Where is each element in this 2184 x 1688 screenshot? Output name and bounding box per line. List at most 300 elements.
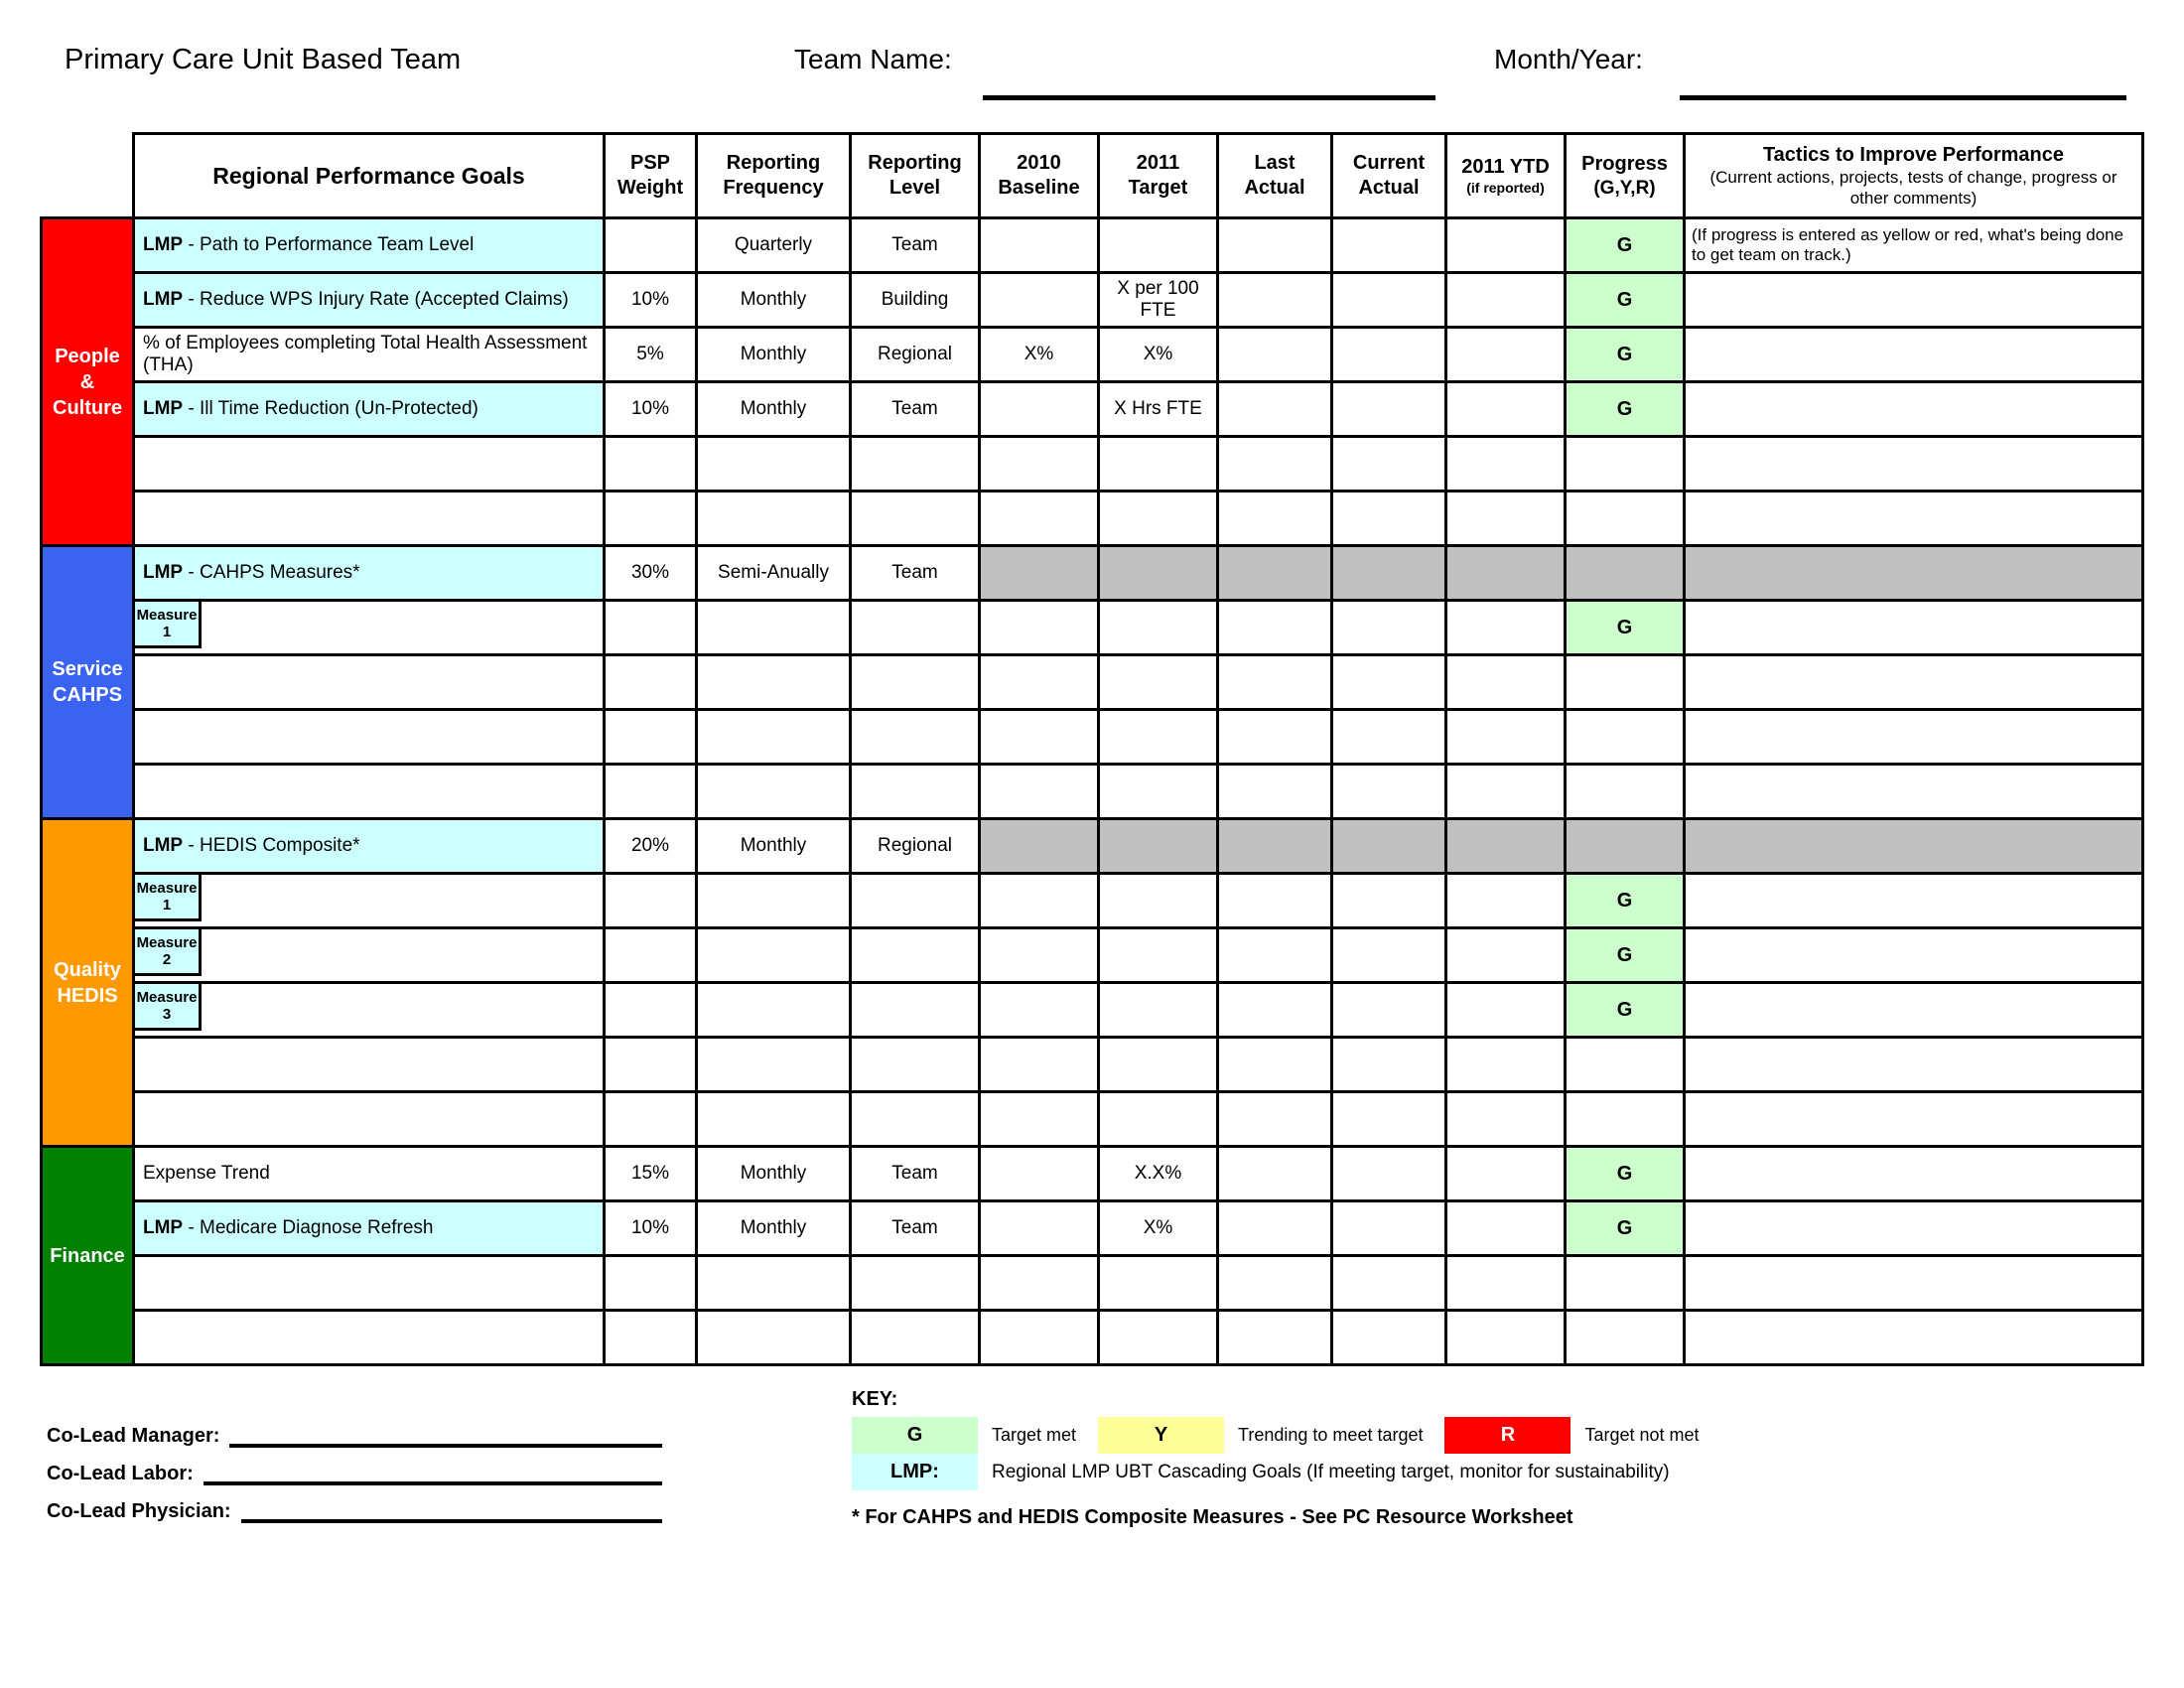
last-actual-cell	[1218, 874, 1332, 928]
ytd-2011-cell	[1446, 1311, 1566, 1365]
key-status-row	[852, 1417, 1721, 1454]
performance-goals-table	[40, 132, 2144, 1366]
reporting-frequency-cell	[697, 983, 851, 1038]
psp-weight-cell	[605, 492, 697, 546]
last-actual-cell	[1218, 1311, 1332, 1365]
goal-cell: LMP - Path to Performance Team Level	[134, 218, 605, 273]
reporting-level-cell: Regional	[851, 328, 980, 382]
target-2011-cell	[1099, 710, 1218, 765]
ytd-2011-cell	[1446, 273, 1566, 328]
progress-cell: G	[1566, 328, 1685, 382]
target-2011-cell	[1099, 1092, 1218, 1147]
co-lead-manager-blank-line	[229, 1422, 662, 1448]
psp-weight-cell: 10%	[605, 1201, 697, 1256]
measure-label: Measure 1	[135, 875, 202, 921]
last-actual-cell	[1218, 765, 1332, 819]
psp-weight-cell	[605, 437, 697, 492]
ytd-2011-cell	[1446, 601, 1566, 655]
baseline-2010-cell	[980, 437, 1099, 492]
last-actual-cell	[1218, 328, 1332, 382]
section-band-people-culture: People & Culture	[42, 218, 134, 546]
target-2011-cell: X.X%	[1099, 1147, 1218, 1201]
month-year-label: Month/Year:	[1494, 44, 1643, 74]
reporting-frequency-cell: Monthly	[697, 819, 851, 874]
tactics-cell	[1685, 1147, 2143, 1201]
tactics-cell	[1685, 328, 2143, 382]
target-2011-cell	[1099, 765, 1218, 819]
progress-cell: G	[1566, 382, 1685, 437]
tactics-cell	[1685, 1256, 2143, 1311]
co-lead-physician-blank-line	[241, 1497, 662, 1523]
table-row	[42, 1038, 2143, 1092]
goal-cell	[134, 655, 605, 710]
target-2011-cell	[1099, 546, 1218, 601]
co-leads-block	[47, 1422, 662, 1535]
tactics-cell: (If progress is entered as yellow or red, what's being done to get team on track.)	[1685, 218, 2143, 273]
psp-weight-cell	[605, 710, 697, 765]
psp-weight-cell	[605, 874, 697, 928]
psp-weight-cell: 20%	[605, 819, 697, 874]
col-header-last-actual: Last Actual	[1218, 134, 1332, 218]
baseline-2010-cell	[980, 382, 1099, 437]
current-actual-cell	[1332, 546, 1446, 601]
current-actual-cell	[1332, 1311, 1446, 1365]
ytd-2011-cell	[1446, 1201, 1566, 1256]
progress-cell	[1566, 655, 1685, 710]
target-2011-cell: X Hrs FTE	[1099, 382, 1218, 437]
baseline-2010-cell	[980, 1256, 1099, 1311]
reporting-frequency-cell: Semi-Anually	[697, 546, 851, 601]
goal-cell	[134, 928, 605, 983]
reporting-frequency-cell	[697, 1038, 851, 1092]
target-2011-cell	[1099, 218, 1218, 273]
current-actual-cell	[1332, 492, 1446, 546]
target-2011-cell	[1099, 437, 1218, 492]
psp-weight-cell	[605, 928, 697, 983]
table-row	[42, 710, 2143, 765]
psp-weight-cell	[605, 765, 697, 819]
reporting-level-cell	[851, 710, 980, 765]
table-row	[42, 382, 2143, 437]
reporting-level-cell: Building	[851, 273, 980, 328]
reporting-level-cell	[851, 437, 980, 492]
table-row	[42, 437, 2143, 492]
reporting-frequency-cell: Monthly	[697, 328, 851, 382]
baseline-2010-cell	[980, 1311, 1099, 1365]
reporting-frequency-cell: Monthly	[697, 1201, 851, 1256]
baseline-2010-cell	[980, 710, 1099, 765]
reporting-frequency-cell	[697, 601, 851, 655]
table-row	[42, 983, 2143, 1038]
key-red-desc: Target not met	[1584, 1425, 1700, 1445]
current-actual-cell	[1332, 1147, 1446, 1201]
reporting-level-cell: Team	[851, 1147, 980, 1201]
tactics-cell	[1685, 874, 2143, 928]
baseline-2010-cell	[980, 1092, 1099, 1147]
current-actual-cell	[1332, 1201, 1446, 1256]
reporting-frequency-cell	[697, 874, 851, 928]
progress-cell	[1566, 765, 1685, 819]
table-row	[42, 1092, 2143, 1147]
ytd-2011-cell	[1446, 655, 1566, 710]
last-actual-cell	[1218, 1038, 1332, 1092]
reporting-level-cell	[851, 655, 980, 710]
target-2011-cell	[1099, 1256, 1218, 1311]
reporting-level-cell	[851, 1092, 980, 1147]
reporting-level-cell: Team	[851, 382, 980, 437]
table-row	[42, 1311, 2143, 1365]
progress-cell	[1566, 1092, 1685, 1147]
current-actual-cell	[1332, 382, 1446, 437]
reporting-frequency-cell: Monthly	[697, 273, 851, 328]
reporting-frequency-cell	[697, 710, 851, 765]
measure-label: Measure 3	[135, 984, 202, 1031]
tactics-cell	[1685, 546, 2143, 601]
last-actual-cell	[1218, 928, 1332, 983]
co-lead-labor-label: Co-Lead Labor:	[47, 1463, 194, 1484]
goal-cell: Expense Trend	[134, 1147, 605, 1201]
progress-cell: G	[1566, 983, 1685, 1038]
progress-cell: G	[1566, 874, 1685, 928]
progress-cell: G	[1566, 601, 1685, 655]
psp-weight-cell: 30%	[605, 546, 697, 601]
co-lead-manager-row	[47, 1422, 662, 1448]
col-header-reporting-level: Reporting Level	[851, 134, 980, 218]
tactics-cell	[1685, 983, 2143, 1038]
goal-cell	[134, 765, 605, 819]
table-row	[42, 1201, 2143, 1256]
table-row	[42, 765, 2143, 819]
reporting-level-cell: Regional	[851, 819, 980, 874]
reporting-level-cell	[851, 928, 980, 983]
table-row	[42, 819, 2143, 874]
progress-cell: G	[1566, 1147, 1685, 1201]
current-actual-cell	[1332, 328, 1446, 382]
goal-cell	[134, 1311, 605, 1365]
key-lmp-box: LMP:	[852, 1454, 978, 1490]
ytd-2011-cell	[1446, 1038, 1566, 1092]
reporting-level-cell: Team	[851, 218, 980, 273]
target-2011-cell	[1099, 928, 1218, 983]
reporting-level-cell	[851, 492, 980, 546]
tactics-cell	[1685, 1092, 2143, 1147]
baseline-2010-cell	[980, 655, 1099, 710]
current-actual-cell	[1332, 819, 1446, 874]
last-actual-cell	[1218, 1147, 1332, 1201]
measure-label: Measure 1	[135, 602, 202, 648]
ytd-2011-cell	[1446, 492, 1566, 546]
goal-cell: LMP - Medicare Diagnose Refresh	[134, 1201, 605, 1256]
target-2011-cell	[1099, 1038, 1218, 1092]
current-actual-cell	[1332, 218, 1446, 273]
baseline-2010-cell	[980, 218, 1099, 273]
goal-cell	[134, 492, 605, 546]
psp-weight-cell	[605, 1092, 697, 1147]
progress-cell	[1566, 1256, 1685, 1311]
ytd-2011-cell	[1446, 328, 1566, 382]
key-lmp-row	[852, 1454, 1721, 1490]
ytd-2011-cell	[1446, 382, 1566, 437]
goal-cell: % of Employees completing Total Health Assessment (THA)	[134, 328, 605, 382]
baseline-2010-cell: X%	[980, 328, 1099, 382]
last-actual-cell	[1218, 273, 1332, 328]
baseline-2010-cell	[980, 928, 1099, 983]
key-yellow-box: Y	[1098, 1417, 1224, 1454]
baseline-2010-cell	[980, 983, 1099, 1038]
psp-weight-cell	[605, 983, 697, 1038]
baseline-2010-cell	[980, 601, 1099, 655]
reporting-frequency-cell	[697, 928, 851, 983]
ytd-2011-cell	[1446, 874, 1566, 928]
baseline-2010-cell	[980, 1201, 1099, 1256]
table-row	[42, 328, 2143, 382]
co-lead-manager-label: Co-Lead Manager:	[47, 1425, 220, 1447]
corner-blank	[42, 134, 134, 218]
key-red-box: R	[1444, 1417, 1570, 1454]
psp-weight-cell	[605, 1256, 697, 1311]
psp-weight-cell	[605, 601, 697, 655]
baseline-2010-cell	[980, 273, 1099, 328]
target-2011-cell	[1099, 983, 1218, 1038]
psp-weight-cell	[605, 1311, 697, 1365]
current-actual-cell	[1332, 874, 1446, 928]
goal-cell: LMP - Reduce WPS Injury Rate (Accepted Claims)	[134, 273, 605, 328]
tactics-cell	[1685, 437, 2143, 492]
table-row	[42, 655, 2143, 710]
section-band-finance: Finance	[42, 1147, 134, 1365]
table-row	[42, 601, 2143, 655]
co-lead-physician-row	[47, 1497, 662, 1523]
baseline-2010-cell	[980, 819, 1099, 874]
co-lead-labor-row	[47, 1460, 662, 1485]
progress-cell: G	[1566, 273, 1685, 328]
col-header-progress: Progress (G,Y,R)	[1566, 134, 1685, 218]
current-actual-cell	[1332, 437, 1446, 492]
ytd-2011-cell	[1446, 765, 1566, 819]
target-2011-cell	[1099, 874, 1218, 928]
goal-cell	[134, 1092, 605, 1147]
ytd-2011-cell	[1446, 1256, 1566, 1311]
baseline-2010-cell	[980, 1147, 1099, 1201]
last-actual-cell	[1218, 1201, 1332, 1256]
reporting-level-cell	[851, 1038, 980, 1092]
target-2011-cell: X per 100 FTE	[1099, 273, 1218, 328]
reporting-frequency-cell: Quarterly	[697, 218, 851, 273]
col-header-2010-baseline: 2010 Baseline	[980, 134, 1099, 218]
current-actual-cell	[1332, 273, 1446, 328]
reporting-level-cell: Team	[851, 1201, 980, 1256]
current-actual-cell	[1332, 655, 1446, 710]
ytd-2011-cell	[1446, 928, 1566, 983]
psp-weight-cell	[605, 1038, 697, 1092]
baseline-2010-cell	[980, 546, 1099, 601]
reporting-level-cell	[851, 765, 980, 819]
reporting-level-cell	[851, 874, 980, 928]
current-actual-cell	[1332, 710, 1446, 765]
psp-weight-cell: 5%	[605, 328, 697, 382]
ytd-2011-cell	[1446, 1147, 1566, 1201]
tactics-cell	[1685, 928, 2143, 983]
psp-weight-cell: 10%	[605, 382, 697, 437]
key-legend	[852, 1388, 1721, 1529]
table-row	[42, 1256, 2143, 1311]
table-row	[42, 546, 2143, 601]
target-2011-cell: X%	[1099, 1201, 1218, 1256]
reporting-frequency-cell	[697, 655, 851, 710]
current-actual-cell	[1332, 928, 1446, 983]
col-header-2011-ytd: 2011 YTD (if reported)	[1446, 134, 1566, 218]
table-row	[42, 1147, 2143, 1201]
page-title: Primary Care Unit Based Team	[65, 44, 462, 75]
psp-weight-cell: 10%	[605, 273, 697, 328]
progress-cell	[1566, 1038, 1685, 1092]
section-band-quality-hedis: Quality HEDIS	[42, 819, 134, 1147]
current-actual-cell	[1332, 983, 1446, 1038]
last-actual-cell	[1218, 655, 1332, 710]
table-row	[42, 874, 2143, 928]
reporting-frequency-cell: Monthly	[697, 382, 851, 437]
tactics-cell	[1685, 1038, 2143, 1092]
ytd-2011-cell	[1446, 546, 1566, 601]
reporting-level-cell	[851, 601, 980, 655]
last-actual-cell	[1218, 492, 1332, 546]
last-actual-cell	[1218, 983, 1332, 1038]
tactics-cell	[1685, 655, 2143, 710]
goal-cell: LMP - Ill Time Reduction (Un-Protected)	[134, 382, 605, 437]
table-row	[42, 273, 2143, 328]
psp-weight-cell	[605, 655, 697, 710]
tactics-cell	[1685, 1311, 2143, 1365]
key-green-box: G	[852, 1417, 978, 1454]
current-actual-cell	[1332, 601, 1446, 655]
target-2011-cell	[1099, 819, 1218, 874]
tactics-cell	[1685, 601, 2143, 655]
reporting-frequency-cell	[697, 765, 851, 819]
section-band-service-cahps: Service CAHPS	[42, 546, 134, 819]
key-green-desc: Target met	[992, 1425, 1077, 1445]
progress-cell	[1566, 1311, 1685, 1365]
last-actual-cell	[1218, 819, 1332, 874]
key-yellow-desc: Trending to meet target	[1238, 1425, 1424, 1445]
target-2011-cell	[1099, 601, 1218, 655]
reporting-level-cell	[851, 983, 980, 1038]
table-row	[42, 218, 2143, 273]
last-actual-cell	[1218, 1092, 1332, 1147]
goal-cell	[134, 710, 605, 765]
current-actual-cell	[1332, 1256, 1446, 1311]
reporting-frequency-cell	[697, 437, 851, 492]
progress-cell: G	[1566, 1201, 1685, 1256]
tactics-cell	[1685, 492, 2143, 546]
progress-cell	[1566, 492, 1685, 546]
tactics-cell	[1685, 765, 2143, 819]
reporting-frequency-cell	[697, 492, 851, 546]
goal-cell: LMP - CAHPS Measures*	[134, 546, 605, 601]
reporting-frequency-cell	[697, 1092, 851, 1147]
cahps-hedis-footnote: * For CAHPS and HEDIS Composite Measures - See PC Resource Worksheet	[852, 1506, 1573, 1528]
month-year-blank-line	[1680, 95, 2126, 100]
col-header-tactics: Tactics to Improve Performance (Current actions, projects, tests of change, progress or other comments)	[1685, 134, 2143, 218]
tactics-cell	[1685, 382, 2143, 437]
reporting-level-cell	[851, 1311, 980, 1365]
ytd-2011-cell	[1446, 819, 1566, 874]
ytd-2011-cell	[1446, 437, 1566, 492]
target-2011-cell: X%	[1099, 328, 1218, 382]
goal-cell	[134, 1038, 605, 1092]
reporting-frequency-cell	[697, 1311, 851, 1365]
header-row	[42, 134, 2143, 218]
ytd-2011-cell	[1446, 710, 1566, 765]
measure-label: Measure 2	[135, 929, 202, 976]
tactics-cell	[1685, 710, 2143, 765]
progress-cell	[1566, 437, 1685, 492]
target-2011-cell	[1099, 1311, 1218, 1365]
ytd-2011-cell	[1446, 218, 1566, 273]
goal-cell	[134, 983, 605, 1038]
col-header-2011-target: 2011 Target	[1099, 134, 1218, 218]
last-actual-cell	[1218, 382, 1332, 437]
goal-cell	[134, 874, 605, 928]
ytd-2011-cell	[1446, 983, 1566, 1038]
table-row	[42, 928, 2143, 983]
team-name-blank-line	[983, 95, 1435, 100]
tactics-cell	[1685, 819, 2143, 874]
current-actual-cell	[1332, 765, 1446, 819]
col-header-psp-weight: PSP Weight	[605, 134, 697, 218]
col-header-current-actual: Current Actual	[1332, 134, 1446, 218]
baseline-2010-cell	[980, 874, 1099, 928]
key-title: KEY:	[852, 1388, 898, 1410]
reporting-level-cell: Team	[851, 546, 980, 601]
baseline-2010-cell	[980, 492, 1099, 546]
reporting-frequency-cell	[697, 1256, 851, 1311]
psp-weight-cell	[605, 218, 697, 273]
tactics-cell	[1685, 273, 2143, 328]
current-actual-cell	[1332, 1038, 1446, 1092]
co-lead-physician-label: Co-Lead Physician:	[47, 1500, 231, 1522]
co-lead-labor-blank-line	[204, 1460, 662, 1485]
last-actual-cell	[1218, 546, 1332, 601]
progress-cell: G	[1566, 928, 1685, 983]
team-name-label: Team Name:	[794, 44, 952, 74]
goal-cell	[134, 601, 605, 655]
tactics-cell	[1685, 1201, 2143, 1256]
last-actual-cell	[1218, 1256, 1332, 1311]
target-2011-cell	[1099, 492, 1218, 546]
reporting-frequency-cell: Monthly	[697, 1147, 851, 1201]
ytd-2011-cell	[1446, 1092, 1566, 1147]
last-actual-cell	[1218, 601, 1332, 655]
goal-cell: LMP - HEDIS Composite*	[134, 819, 605, 874]
current-actual-cell	[1332, 1092, 1446, 1147]
progress-cell	[1566, 546, 1685, 601]
key-lmp-desc: Regional LMP UBT Cascading Goals (If meeting target, monitor for sustainability)	[992, 1461, 1670, 1482]
baseline-2010-cell	[980, 1038, 1099, 1092]
table-row	[42, 492, 2143, 546]
reporting-level-cell	[851, 1256, 980, 1311]
last-actual-cell	[1218, 437, 1332, 492]
goal-cell	[134, 1256, 605, 1311]
col-header-goals: Regional Performance Goals	[134, 134, 605, 218]
progress-cell	[1566, 710, 1685, 765]
psp-weight-cell: 15%	[605, 1147, 697, 1201]
progress-cell: G	[1566, 218, 1685, 273]
goal-cell	[134, 437, 605, 492]
progress-cell	[1566, 819, 1685, 874]
baseline-2010-cell	[980, 765, 1099, 819]
last-actual-cell	[1218, 710, 1332, 765]
target-2011-cell	[1099, 655, 1218, 710]
